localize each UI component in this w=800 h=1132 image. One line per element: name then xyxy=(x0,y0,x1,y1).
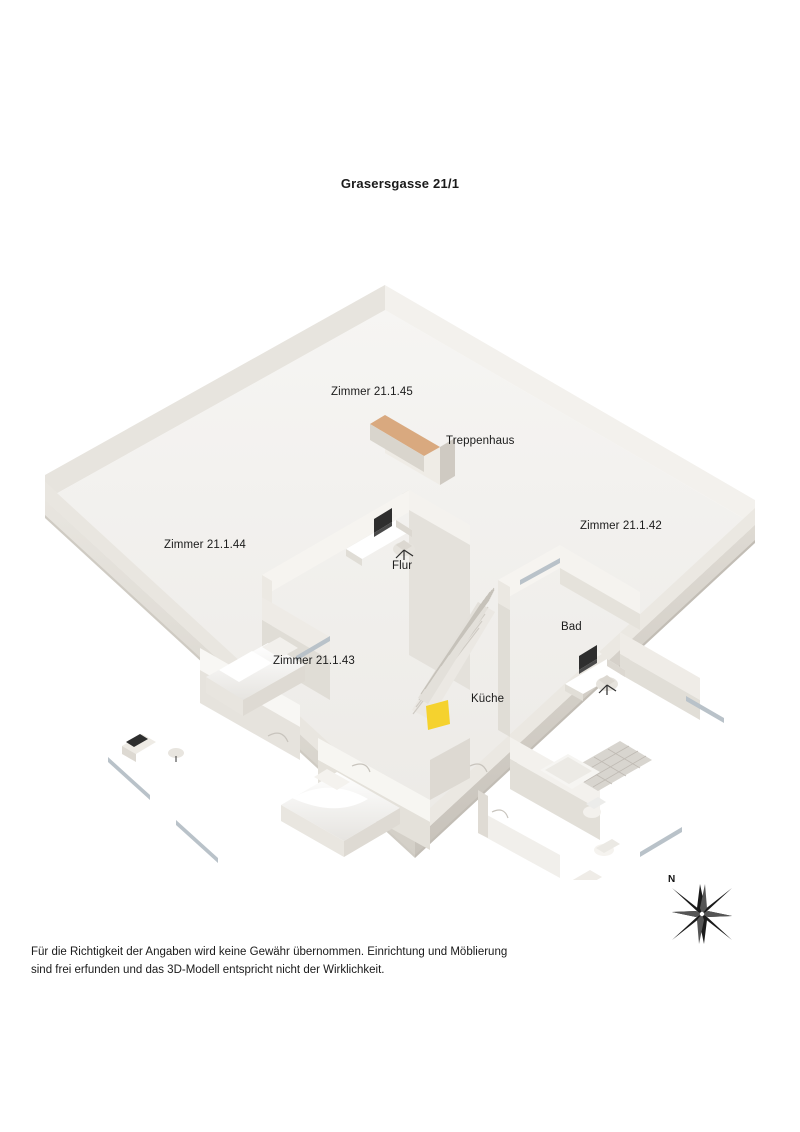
compass-north-label: N xyxy=(668,874,676,885)
room-label-zimmer-21-1-45: Zimmer 21.1.45 xyxy=(331,386,413,398)
disclaimer-line-1: Für die Richtigkeit der Angaben wird keine Gewähr übernommen. Einrichtung und Möblierung xyxy=(31,946,508,958)
interior-wall-h xyxy=(510,737,600,840)
room-label-zimmer-21-1-42: Zimmer 21.1.42 xyxy=(580,520,662,532)
room-label-bad: Bad xyxy=(561,621,582,633)
room-label-zimmer-21-1-44: Zimmer 21.1.44 xyxy=(164,539,246,551)
furniture-nightstand-44 xyxy=(122,734,156,762)
room-label-treppenhaus: Treppenhaus xyxy=(446,435,515,447)
room-label-zimmer-21-1-43: Zimmer 21.1.43 xyxy=(273,655,355,667)
page-title: Grasersgasse 21/1 xyxy=(340,176,460,191)
furniture-kitchen xyxy=(488,870,602,880)
floorplan-3d-view xyxy=(0,200,800,880)
disclaimer-line-2: sind frei erfunden und das 3D-Modell entspricht nicht der Wirklichkeit. xyxy=(31,963,385,976)
interior-wall-j xyxy=(620,632,700,720)
disclaimer-text xyxy=(31,944,651,980)
room-label-flur: Flur xyxy=(392,560,413,572)
room-label-kueche: Küche xyxy=(471,693,505,705)
compass-rose xyxy=(660,868,740,948)
furniture-chair-44 xyxy=(168,748,184,762)
floorplan-graphic xyxy=(0,200,800,880)
